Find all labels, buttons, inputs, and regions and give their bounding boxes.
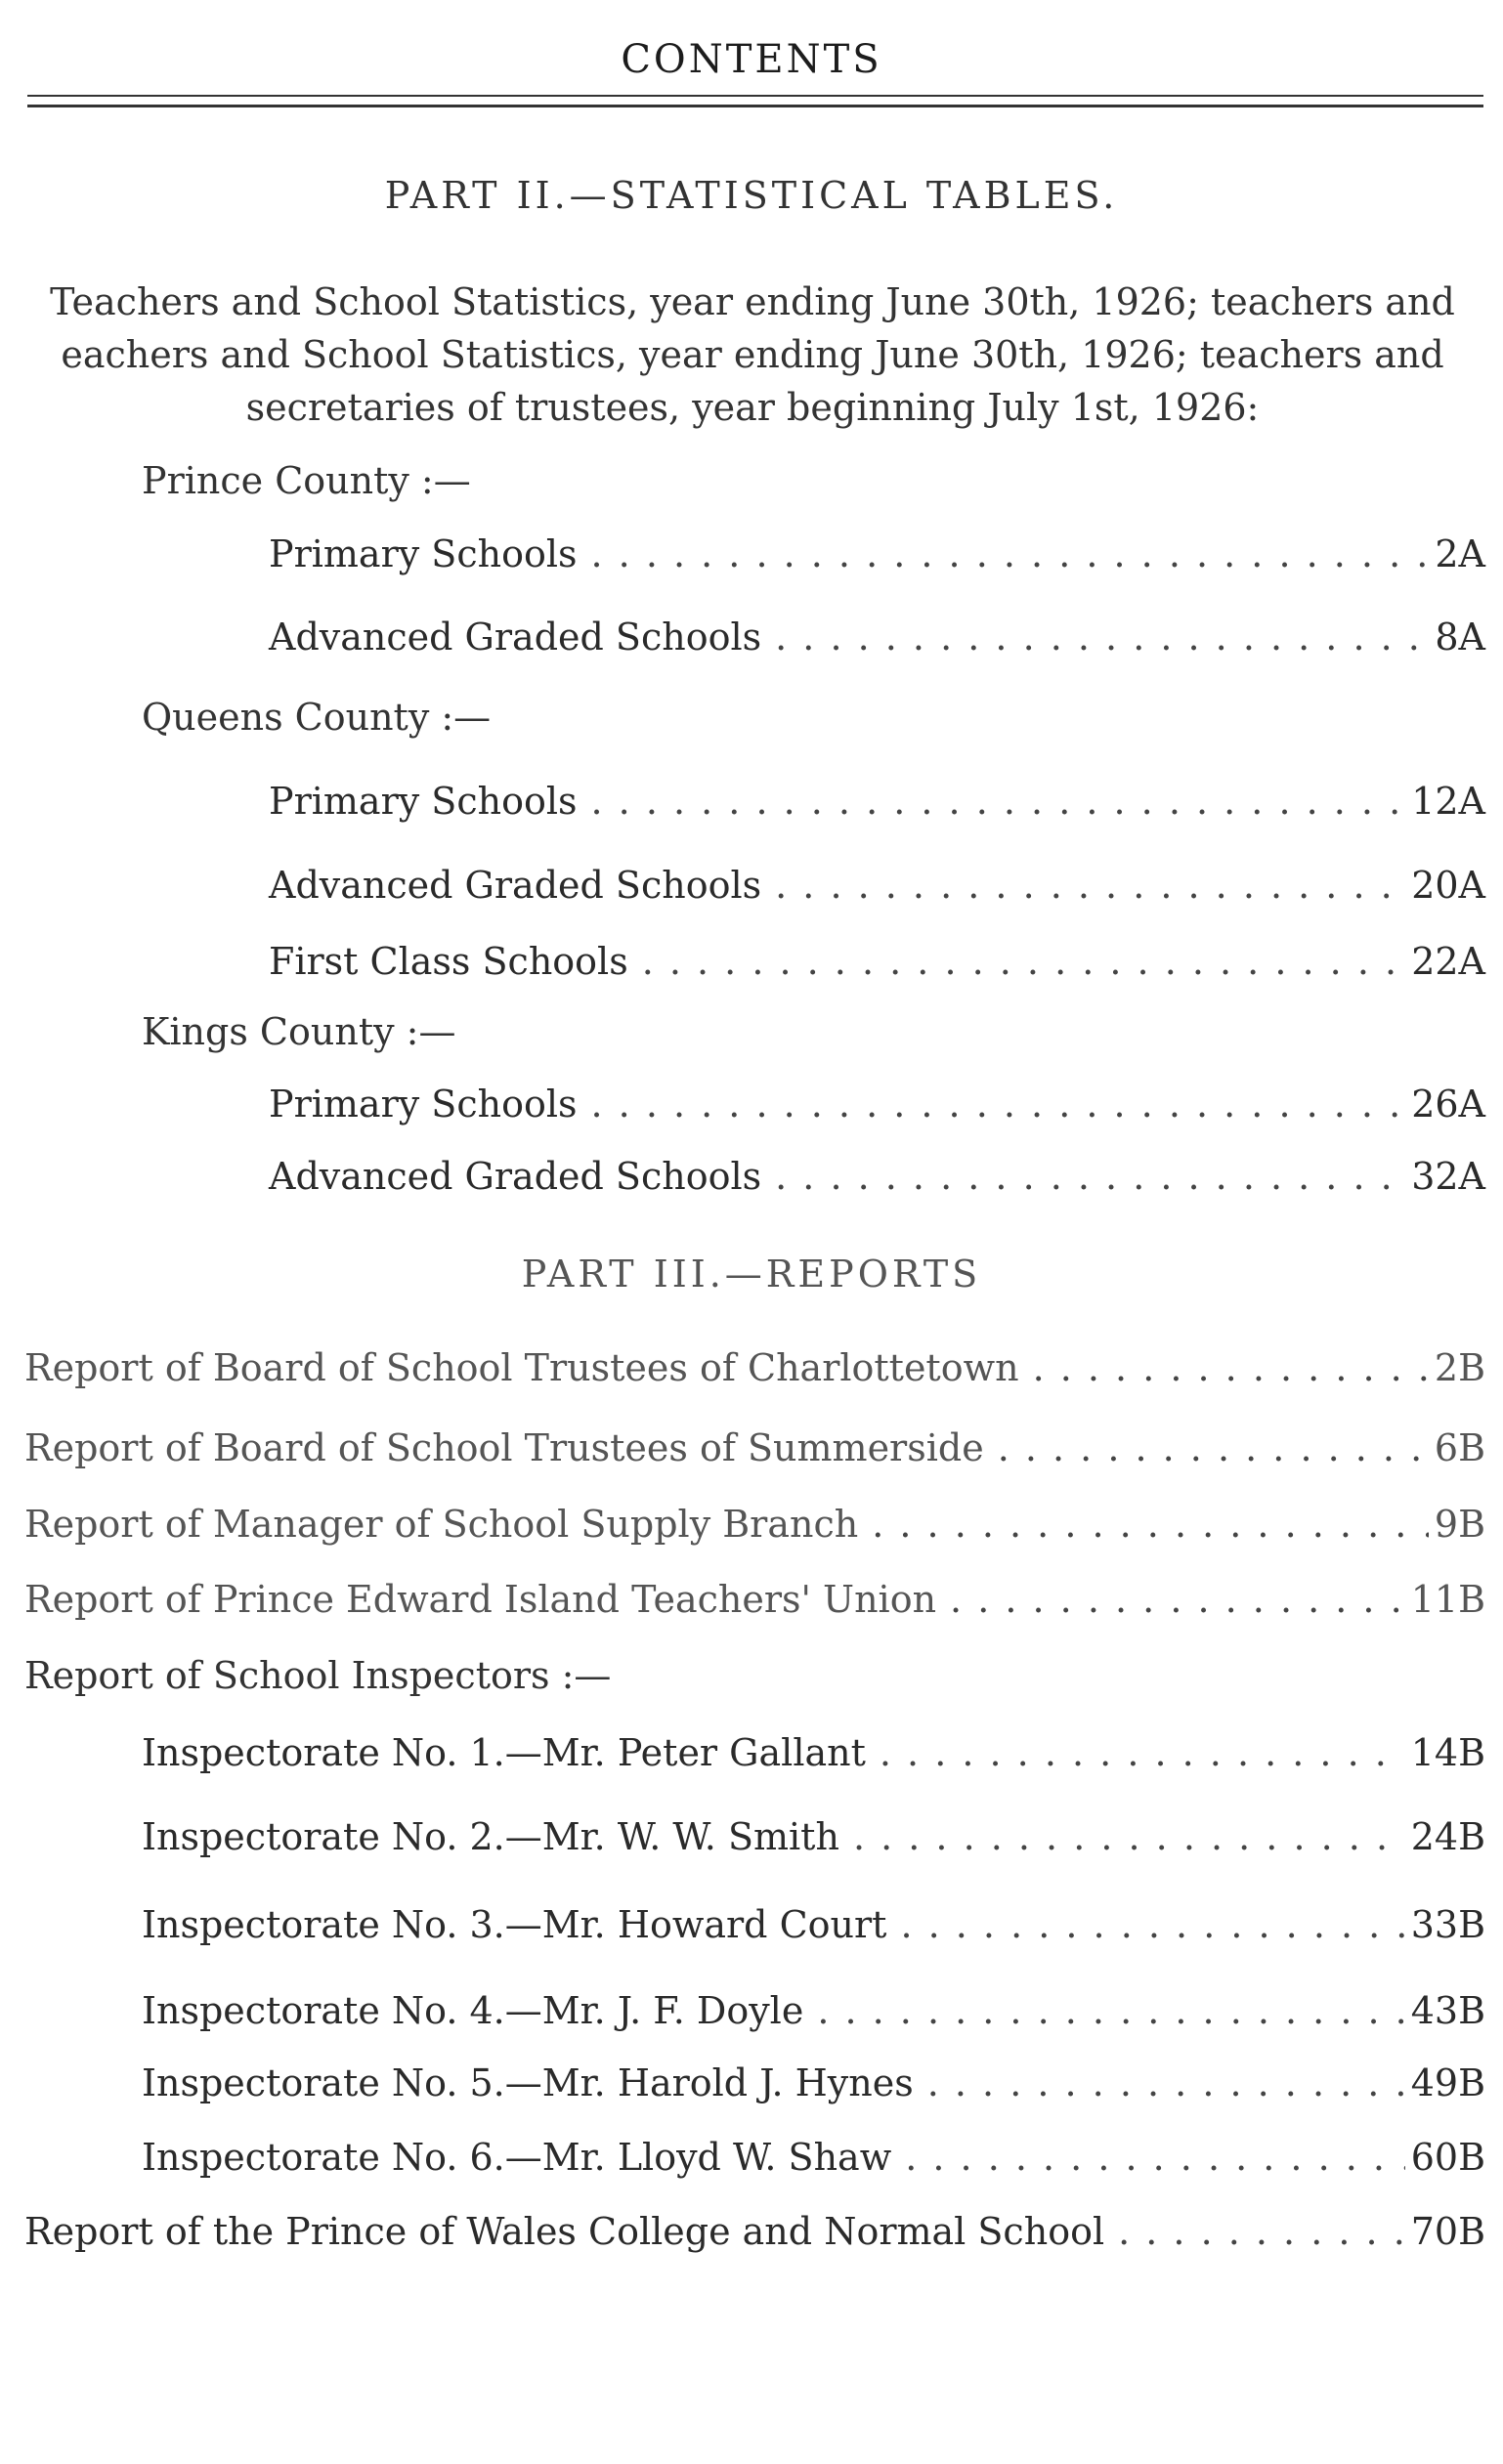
toc-page: 49B: [1410, 2061, 1485, 2104]
dot-leader: [1033, 1346, 1429, 1389]
toc-page: 11B: [1410, 1578, 1485, 1621]
dot-leader: [591, 532, 1430, 575]
toc-label: Advanced Graded Schools: [269, 1155, 762, 1198]
toc-label: Advanced Graded Schools: [269, 616, 762, 658]
dot-leader: [880, 1731, 1405, 1774]
dot-leader: [872, 1503, 1429, 1546]
toc-row[interactable]: [269, 780, 1485, 823]
toc-row[interactable]: [142, 1731, 1485, 1774]
toc-row[interactable]: [24, 1346, 1485, 1389]
dot-leader: [775, 864, 1405, 907]
toc-page: 43B: [1410, 1989, 1485, 2032]
toc-row[interactable]: [142, 1903, 1485, 1946]
double-rule-top: [27, 95, 1483, 97]
toc-label: First Class Schools: [269, 940, 628, 983]
intro-line-3: secretaries of trustees, year beginning July 1st, 1926:: [245, 386, 1260, 429]
toc-row[interactable]: [269, 940, 1485, 983]
kings-county-heading: Kings County :—: [142, 1010, 456, 1053]
dot-leader: [591, 780, 1406, 823]
toc-page: 32A: [1411, 1155, 1485, 1198]
toc-row[interactable]: [142, 1815, 1485, 1858]
page-title: CONTENTS: [621, 37, 882, 82]
dot-leader: [927, 2061, 1405, 2104]
toc-label: Inspectorate No. 5.—Mr. Harold J. Hynes: [142, 2061, 914, 2104]
toc-page: 20A: [1411, 864, 1485, 907]
double-rule-bottom: [27, 105, 1483, 107]
toc-page: 24B: [1410, 1815, 1485, 1858]
toc-page: 14B: [1410, 1731, 1485, 1774]
toc-label: Report of Board of School Trustees of Summerside: [24, 1426, 984, 1469]
toc-label: Inspectorate No. 6.—Mr. Lloyd W. Shaw: [142, 2136, 892, 2179]
toc-label: Inspectorate No. 2.—Mr. W. W. Smith: [142, 1815, 839, 1858]
toc-row[interactable]: [269, 864, 1485, 907]
toc-label: Advanced Graded Schools: [269, 864, 762, 907]
prince-county-heading: Prince County :—: [142, 459, 471, 502]
dot-leader: [905, 2136, 1405, 2179]
intro-line-1: Teachers and School Statistics, year ending June 30th, 1926; teachers and: [50, 280, 1455, 323]
toc-page: 2B: [1434, 1346, 1485, 1389]
dot-leader: [1118, 2210, 1405, 2253]
toc-label: Report of the Prince of Wales College and Normal School: [24, 2210, 1105, 2253]
toc-row[interactable]: [269, 1155, 1485, 1198]
toc-label: Inspectorate No. 4.—Mr. J. F. Doyle: [142, 1989, 804, 2032]
dot-leader: [591, 1083, 1406, 1126]
toc-page: 33B: [1410, 1903, 1485, 1946]
toc-row[interactable]: [24, 1503, 1485, 1546]
toc-label: Report of Board of School Trustees of Charlottetown: [24, 1346, 1019, 1389]
dot-leader: [642, 940, 1406, 983]
toc-row[interactable]: [142, 2061, 1485, 2104]
inspectors-heading: Report of School Inspectors :—: [24, 1654, 612, 1697]
toc-row[interactable]: [24, 1578, 1485, 1621]
intro-line-2: eachers and School Statistics, year ending June 30th, 1926; teachers and: [61, 333, 1444, 376]
toc-row[interactable]: [142, 1989, 1485, 2032]
toc-label: Report of Manager of School Supply Branch: [24, 1503, 859, 1546]
toc-row[interactable]: [269, 616, 1485, 658]
toc-page: 22A: [1411, 940, 1485, 983]
toc-row[interactable]: [24, 1426, 1485, 1469]
toc-label: Primary Schools: [269, 780, 578, 823]
dot-leader: [775, 1155, 1405, 1198]
toc-label: Primary Schools: [269, 1083, 578, 1126]
toc-label: Primary Schools: [269, 532, 578, 575]
toc-page: 26A: [1411, 1083, 1485, 1126]
toc-label: Inspectorate No. 3.—Mr. Howard Court: [142, 1903, 887, 1946]
dot-leader: [775, 616, 1429, 658]
toc-row[interactable]: [142, 2136, 1485, 2179]
toc-page: 9B: [1434, 1503, 1485, 1546]
dot-leader: [817, 1989, 1404, 2032]
toc-row[interactable]: [269, 1083, 1485, 1126]
toc-page: 12A: [1411, 780, 1485, 823]
toc-row[interactable]: [269, 532, 1485, 575]
toc-row[interactable]: [24, 2210, 1485, 2253]
toc-page: 2A: [1435, 532, 1485, 575]
dot-leader: [853, 1815, 1405, 1858]
dot-leader: [950, 1578, 1405, 1621]
dot-leader: [998, 1426, 1429, 1469]
toc-page: 8A: [1435, 616, 1485, 658]
toc-page: 6B: [1434, 1426, 1485, 1469]
part2-intro: [20, 276, 1485, 434]
part2-heading: PART II.—STATISTICAL TABLES.: [384, 174, 1119, 217]
queens-county-heading: Queens County :—: [142, 696, 492, 739]
part3-heading: PART III.—REPORTS: [521, 1253, 982, 1296]
dot-leader: [900, 1903, 1404, 1946]
toc-page: 70B: [1410, 2210, 1485, 2253]
toc-label: Report of Prince Edward Island Teachers' Union: [24, 1578, 937, 1621]
toc-label: Inspectorate No. 1.—Mr. Peter Gallant: [142, 1731, 866, 1774]
toc-page: 60B: [1410, 2136, 1485, 2179]
